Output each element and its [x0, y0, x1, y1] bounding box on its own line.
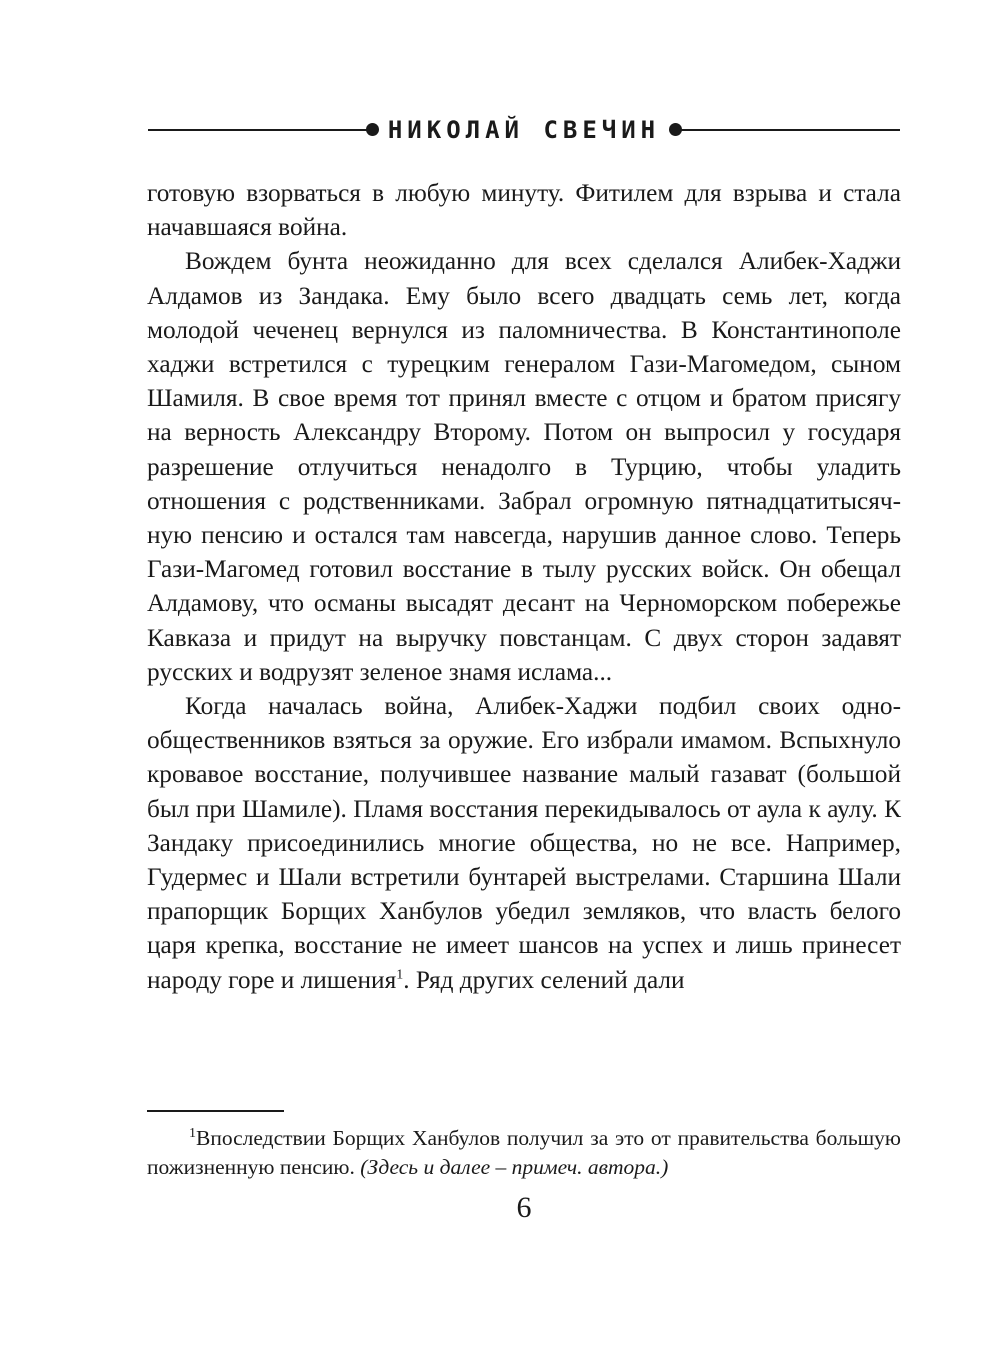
running-header [148, 108, 900, 152]
body-text [147, 176, 901, 997]
paragraph-3-continuation: . Ряд других селений дали [403, 965, 685, 994]
paragraph-3-text: Когда началась война, Алибек-Хаджи подбил своих однообщественников взяться за оружие. Его избрали имамом. Вспыхнуло кровавое восстание, получившее название малый газават (большой был при Шамиле). Пламя восстания перекидывалось от аула к аулу. К Зандаку присоединились многие общества, но не все. Например, Гудермес и Шали встретили бунтарей выстрелами. Старшина Шали прапорщик Борщих Ханбулов убедил земляков, что власть белого царя крепка, восстание не имеет шансов на успех и лишь принесет народу горе и лишения [147, 692, 901, 994]
footnote-note: (Здесь и далее – примеч. автора.) [360, 1155, 669, 1179]
page-number: 6 [516, 1191, 532, 1224]
running-header-author: НИКОЛАЙ СВЕЧИН [387, 116, 661, 144]
paragraph-1: готовую взорваться в любую минуту. Фитилем для взрыва и стала начавшаяся война. [147, 179, 901, 242]
paragraph-3 [147, 689, 901, 997]
footnote-separator [147, 1110, 284, 1112]
footnote-reference: 1 [396, 967, 404, 983]
paragraph-2: Вождем бунта неожиданно для всех сделался Алибек-Хаджи Алдамов из Зандака. Ему было всего двадцать семь лет, когда молодой чеченец вернулся из паломничества. В Константинополе хаджи встретился с турецким генералом Гази-Магомедом, сыном Шамиля. В свое время тот принял вместе с отцом и братом присягу на верность Александру Второму. Потом он выпросил у государя разрешение отлучиться ненадолго в Турцию, чтобы уладить отношения с родственниками. Забрал огромную пятнадцатитысячную пенсию и остался там навсегда, нарушив данное слово. Теперь Гази-Магомед готовил восстание в тылу русских войск. Он обещал Алдамову, что османы высадят десант на Черноморском побережье Кавказа и придут на выручку повстанцам. С двух сторон задавят русских и водрузят зеленое знамя ислама... [147, 247, 901, 686]
footnote [147, 1124, 901, 1182]
footnote-marker: 1 [189, 1125, 196, 1141]
header-rule-right [678, 129, 900, 131]
footnote-text: Впоследствии Борщих Ханбулов получил за это от правительства большую пожизненную пенсию. [147, 1126, 901, 1179]
